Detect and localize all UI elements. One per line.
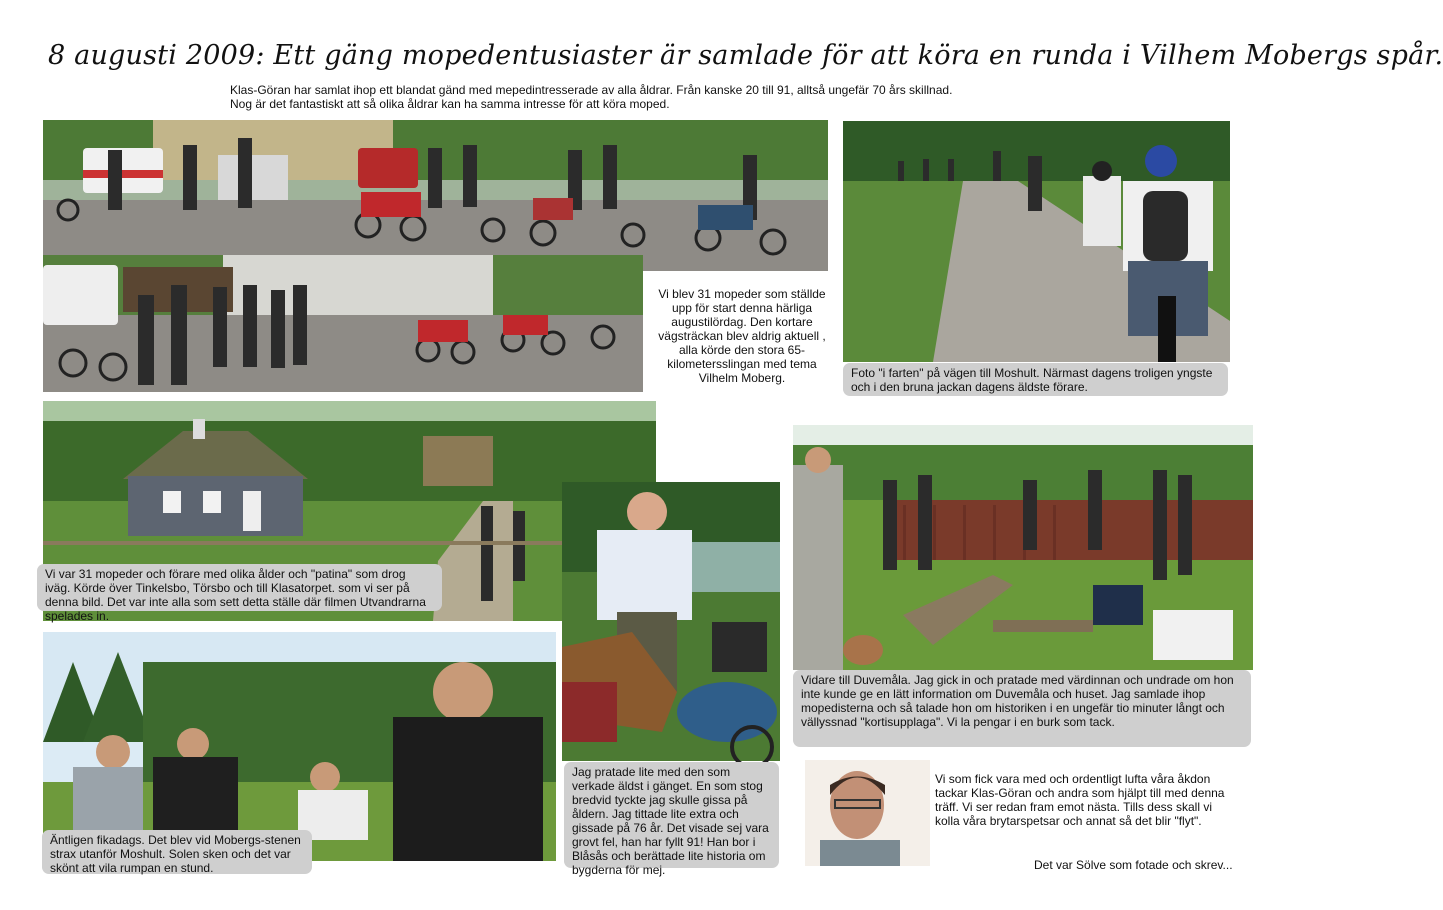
- parking-lot-top-image: [43, 120, 828, 271]
- caption-fika: Äntligen fikadags. Det blev vid Mobergs-stenen strax utanför Moshult. Solen sken och det var skönt att vila rumpan en stund.: [42, 830, 312, 874]
- photo-parking-lot-top: [43, 120, 828, 271]
- photo-fika: [43, 632, 556, 861]
- photo-oldest-rider: [562, 482, 780, 761]
- caption-house: Vi var 31 mopeder och förare med olika ålder och "patina" som drog iväg. Körde över Tinkelsbo, Törsbo och till Klasatorpet. som vi ser på denna bild. Det var inte alla som sett detta ställe där filmen Utvandrarna spelades in.: [37, 564, 442, 611]
- parking-lot-bottom-image: [43, 255, 643, 392]
- caption-road: Foto "i farten" på vägen till Moshult. Närmast dagens troligen yngste och i den bruna jackan dagens äldste förare.: [843, 363, 1228, 396]
- photo-duvemala: [793, 425, 1253, 670]
- caption-duvemala: Vidare till Duvemåla. Jag gick in och pratade med värdinnan och undrade om hon inte kunde ge en lätt information om Duvemåla och huset. Jag samlade ihop mopedisterna och så talade hon om historiken i en ungefär tio minuter långt och vällyssnad "kortisupplaga". Vi la pengar i en burk som tack.: [793, 670, 1251, 747]
- intro-line-1: Klas-Göran har samlat ihop ett blandat gänd med mepedintresserade av alla åldrar. Från kanske 20 till 91, alltså ungefär 70 års skillnad.: [230, 83, 953, 97]
- photo-parking-lot-bottom: [43, 255, 643, 392]
- photo-portrait: [805, 760, 930, 866]
- thanks-text: Vi som fick vara med och ordentligt lufta våra åkdon tackar Klas-Göran och andra som hjälpt till med denna träff. Vi ser redan fram emot nästa. Tills dess skall vi kolla våra brytarspetsar och annat så det blir "flyt".: [935, 772, 1225, 828]
- fika-image: [43, 632, 556, 861]
- caption-start: Vi blev 31 mopeder som ställde upp för start denna härliga augustilördag. Den kortare vägsträckan blev aldrig aktuell , alla körde den stora 65-kilometersslingan med tema Vilhelm Moberg.: [658, 287, 826, 385]
- oldest-rider-image: [562, 482, 780, 761]
- intro-text: [230, 83, 952, 111]
- caption-oldest: Jag pratade lite med den som verkade äldst i gänget. En som stog bredvid tyckte jag skulle gissa på åldern. Jag tittade lite extra och gissade på 76 år. Det visade sej vara grovt fel, han har fyllt 91! Han bor i Blåsås och berättade lite historia om bygderna för mej.: [564, 762, 779, 868]
- photo-road: [843, 121, 1230, 362]
- intro-line-2: Nog är det fantastiskt att så olika åldrar kan ha samma intresse för att köra moped.: [230, 97, 670, 111]
- signature-text: Det var Sölve som fotade och skrev...: [1034, 858, 1233, 872]
- portrait-image: [805, 760, 930, 866]
- page-title: 8 augusti 2009: Ett gäng mopedentusiaster är samlade för att köra en runda i Vilhem Mobergs spår.: [48, 40, 1443, 71]
- road-image: [843, 121, 1230, 362]
- duvemala-image: [793, 425, 1253, 670]
